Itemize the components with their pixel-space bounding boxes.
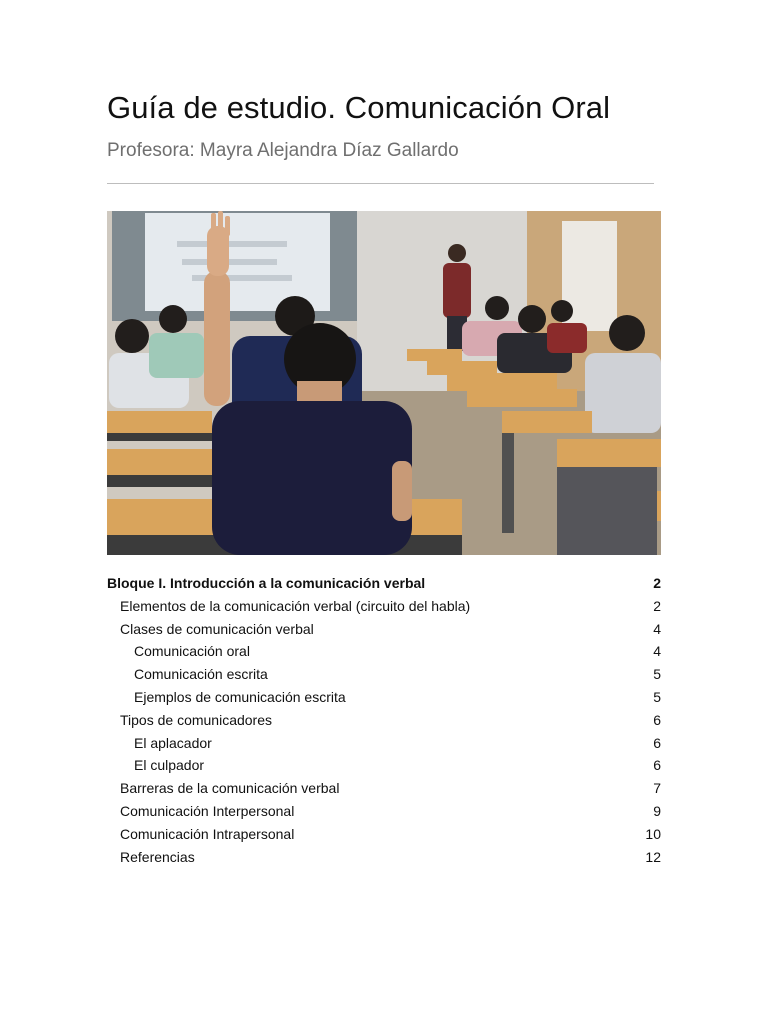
toc-entry-barreras[interactable] [107, 777, 661, 800]
toc-entry-clases[interactable] [107, 618, 661, 641]
toc-page: 4 [653, 620, 661, 637]
table-of-contents [107, 572, 661, 868]
toc-page: 2 [653, 575, 661, 591]
toc-entry-elementos[interactable] [107, 595, 661, 618]
toc-entry-bloque-i[interactable] [107, 572, 661, 595]
toc-label: Referencias [120, 848, 195, 865]
toc-entry-tipos[interactable] [107, 709, 661, 732]
toc-label: Ejemplos de comunicación escrita [134, 688, 346, 705]
toc-label: Comunicación escrita [134, 666, 268, 683]
toc-label: El culpador [134, 757, 205, 774]
toc-label: Bloque I. Introducción a la comunicación verbal [107, 575, 426, 591]
toc-page: 4 [653, 643, 661, 660]
toc-page: 6 [653, 711, 661, 728]
toc-entry-comunicacion-oral[interactable] [107, 640, 661, 663]
toc-label: Clases de comunicación verbal [120, 620, 314, 637]
toc-entry-interpersonal[interactable] [107, 800, 661, 823]
toc-entry-aplacador[interactable] [107, 732, 661, 755]
toc-label: El aplacador [134, 734, 212, 751]
page-subtitle: Profesora: Mayra Alejandra Díaz Gallardo [107, 140, 459, 161]
toc-page: 12 [645, 848, 661, 865]
toc-page: 6 [653, 734, 661, 751]
toc-page: 6 [653, 757, 661, 774]
title-divider [107, 183, 654, 184]
toc-entry-intrapersonal[interactable] [107, 823, 661, 846]
toc-page: 2 [653, 597, 661, 614]
toc-page: 7 [653, 780, 661, 797]
toc-entry-referencias[interactable] [107, 846, 661, 869]
toc-entry-comunicacion-escrita[interactable] [107, 663, 661, 686]
toc-entry-culpador[interactable] [107, 754, 661, 777]
page-title: Guía de estudio. Comunicación Oral [107, 90, 611, 125]
toc-label: Elementos de la comunicación verbal (circuito del habla) [120, 597, 471, 614]
toc-page: 5 [653, 666, 661, 683]
toc-label: Comunicación Intrapersonal [120, 825, 295, 842]
toc-label: Tipos de comunicadores [120, 711, 273, 728]
toc-page: 10 [645, 825, 661, 842]
toc-label: Barreras de la comunicación verbal [120, 780, 340, 797]
toc-label: Comunicación oral [134, 643, 250, 660]
toc-label: Comunicación Interpersonal [120, 802, 295, 819]
toc-page: 9 [653, 802, 661, 819]
classroom-photo [107, 211, 661, 555]
toc-page: 5 [653, 688, 661, 705]
toc-entry-ejemplos[interactable] [107, 686, 661, 709]
